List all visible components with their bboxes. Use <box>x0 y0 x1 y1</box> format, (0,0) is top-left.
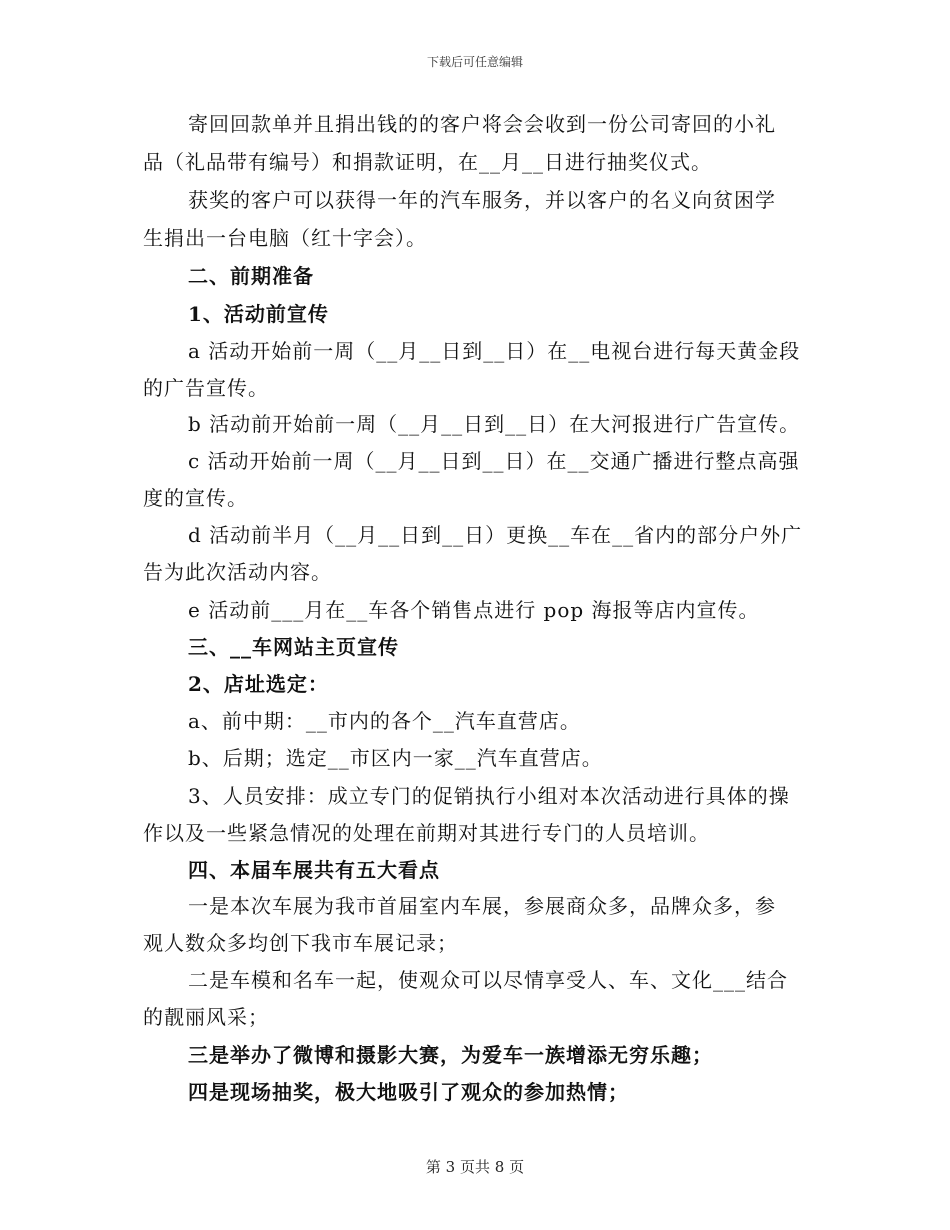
paragraph-line: 告为此次活动内容。 <box>143 560 332 584</box>
subsection-heading: 1、活动前宣传 <box>188 302 329 326</box>
paragraph-line-bold: 三是举办了微博和摄影大赛，为爱车一族增添无穷乐趣； <box>188 1043 713 1067</box>
paragraph-line: a 活动开始前一周（__月__日到__日）在__电视台进行每天黄金段 <box>188 339 801 363</box>
subsection-heading: 2、店址选定： <box>188 672 329 696</box>
paragraph-line: 3、人员安排：成立专门的促销执行小组对本次活动进行具体的操 <box>188 784 790 808</box>
paragraph-line: b、后期；选定__市区内一家__汽车直营店。 <box>188 746 603 770</box>
paragraph-line: 的靓丽风采； <box>143 1005 269 1029</box>
paragraph-line: 生捐出一台电脑（红十字会）。 <box>143 226 427 250</box>
paragraph-line: 一是本次车展为我市首届室内车展，参展商众多，品牌众多，参 <box>188 894 776 918</box>
paragraph-line: 品（礼品带有编号）和捐款证明，在__月__日进行抽奖仪式。 <box>143 150 712 174</box>
page-footer: 第 3 页共 8 页 <box>425 1158 525 1176</box>
paragraph-line: d 活动前半月（__月__日到__日）更换__车在__省内的部分户外广 <box>188 523 803 547</box>
paragraph-line: 观人数众多均创下我市车展记录； <box>143 931 458 955</box>
section-heading: 三、__车网站主页宣传 <box>188 635 399 659</box>
paragraph-line-bold: 四是现场抽奖，极大地吸引了观众的参加热情； <box>188 1080 629 1104</box>
paragraph-line: 的广告宣传。 <box>143 376 269 400</box>
paragraph-line: 二是车模和名车一起，使观众可以尽情享受人、车、文化___结合 <box>188 968 788 992</box>
paragraph-line: e 活动前___月在__车各个销售点进行 pop 海报等店内宣传。 <box>188 598 760 622</box>
paragraph-line: a、前中期：__市内的各个__汽车直营店。 <box>188 709 581 733</box>
paragraph-line: 作以及一些紧急情况的处理在前期对其进行专门的人员培训。 <box>143 821 710 845</box>
paragraph-line: b 活动前开始前一周（__月__日到__日）在大河报进行广告宣传。 <box>188 412 801 436</box>
paragraph-line: 获奖的客户可以获得一年的汽车服务，并以客户的名义向贫困学 <box>188 188 776 212</box>
section-heading: 四、本届车展共有五大看点 <box>188 858 440 882</box>
paragraph-line: c 活动开始前一周（__月__日到__日）在__交通广播进行整点高强 <box>188 449 800 473</box>
page-header: 下载后可任意编辑 <box>426 55 523 69</box>
section-heading: 二、前期准备 <box>188 264 314 288</box>
paragraph-line: 度的宣传。 <box>143 486 248 510</box>
paragraph-line: 寄回回款单并且捐出钱的的客户将会会收到一份公司寄回的小礼 <box>188 112 776 136</box>
